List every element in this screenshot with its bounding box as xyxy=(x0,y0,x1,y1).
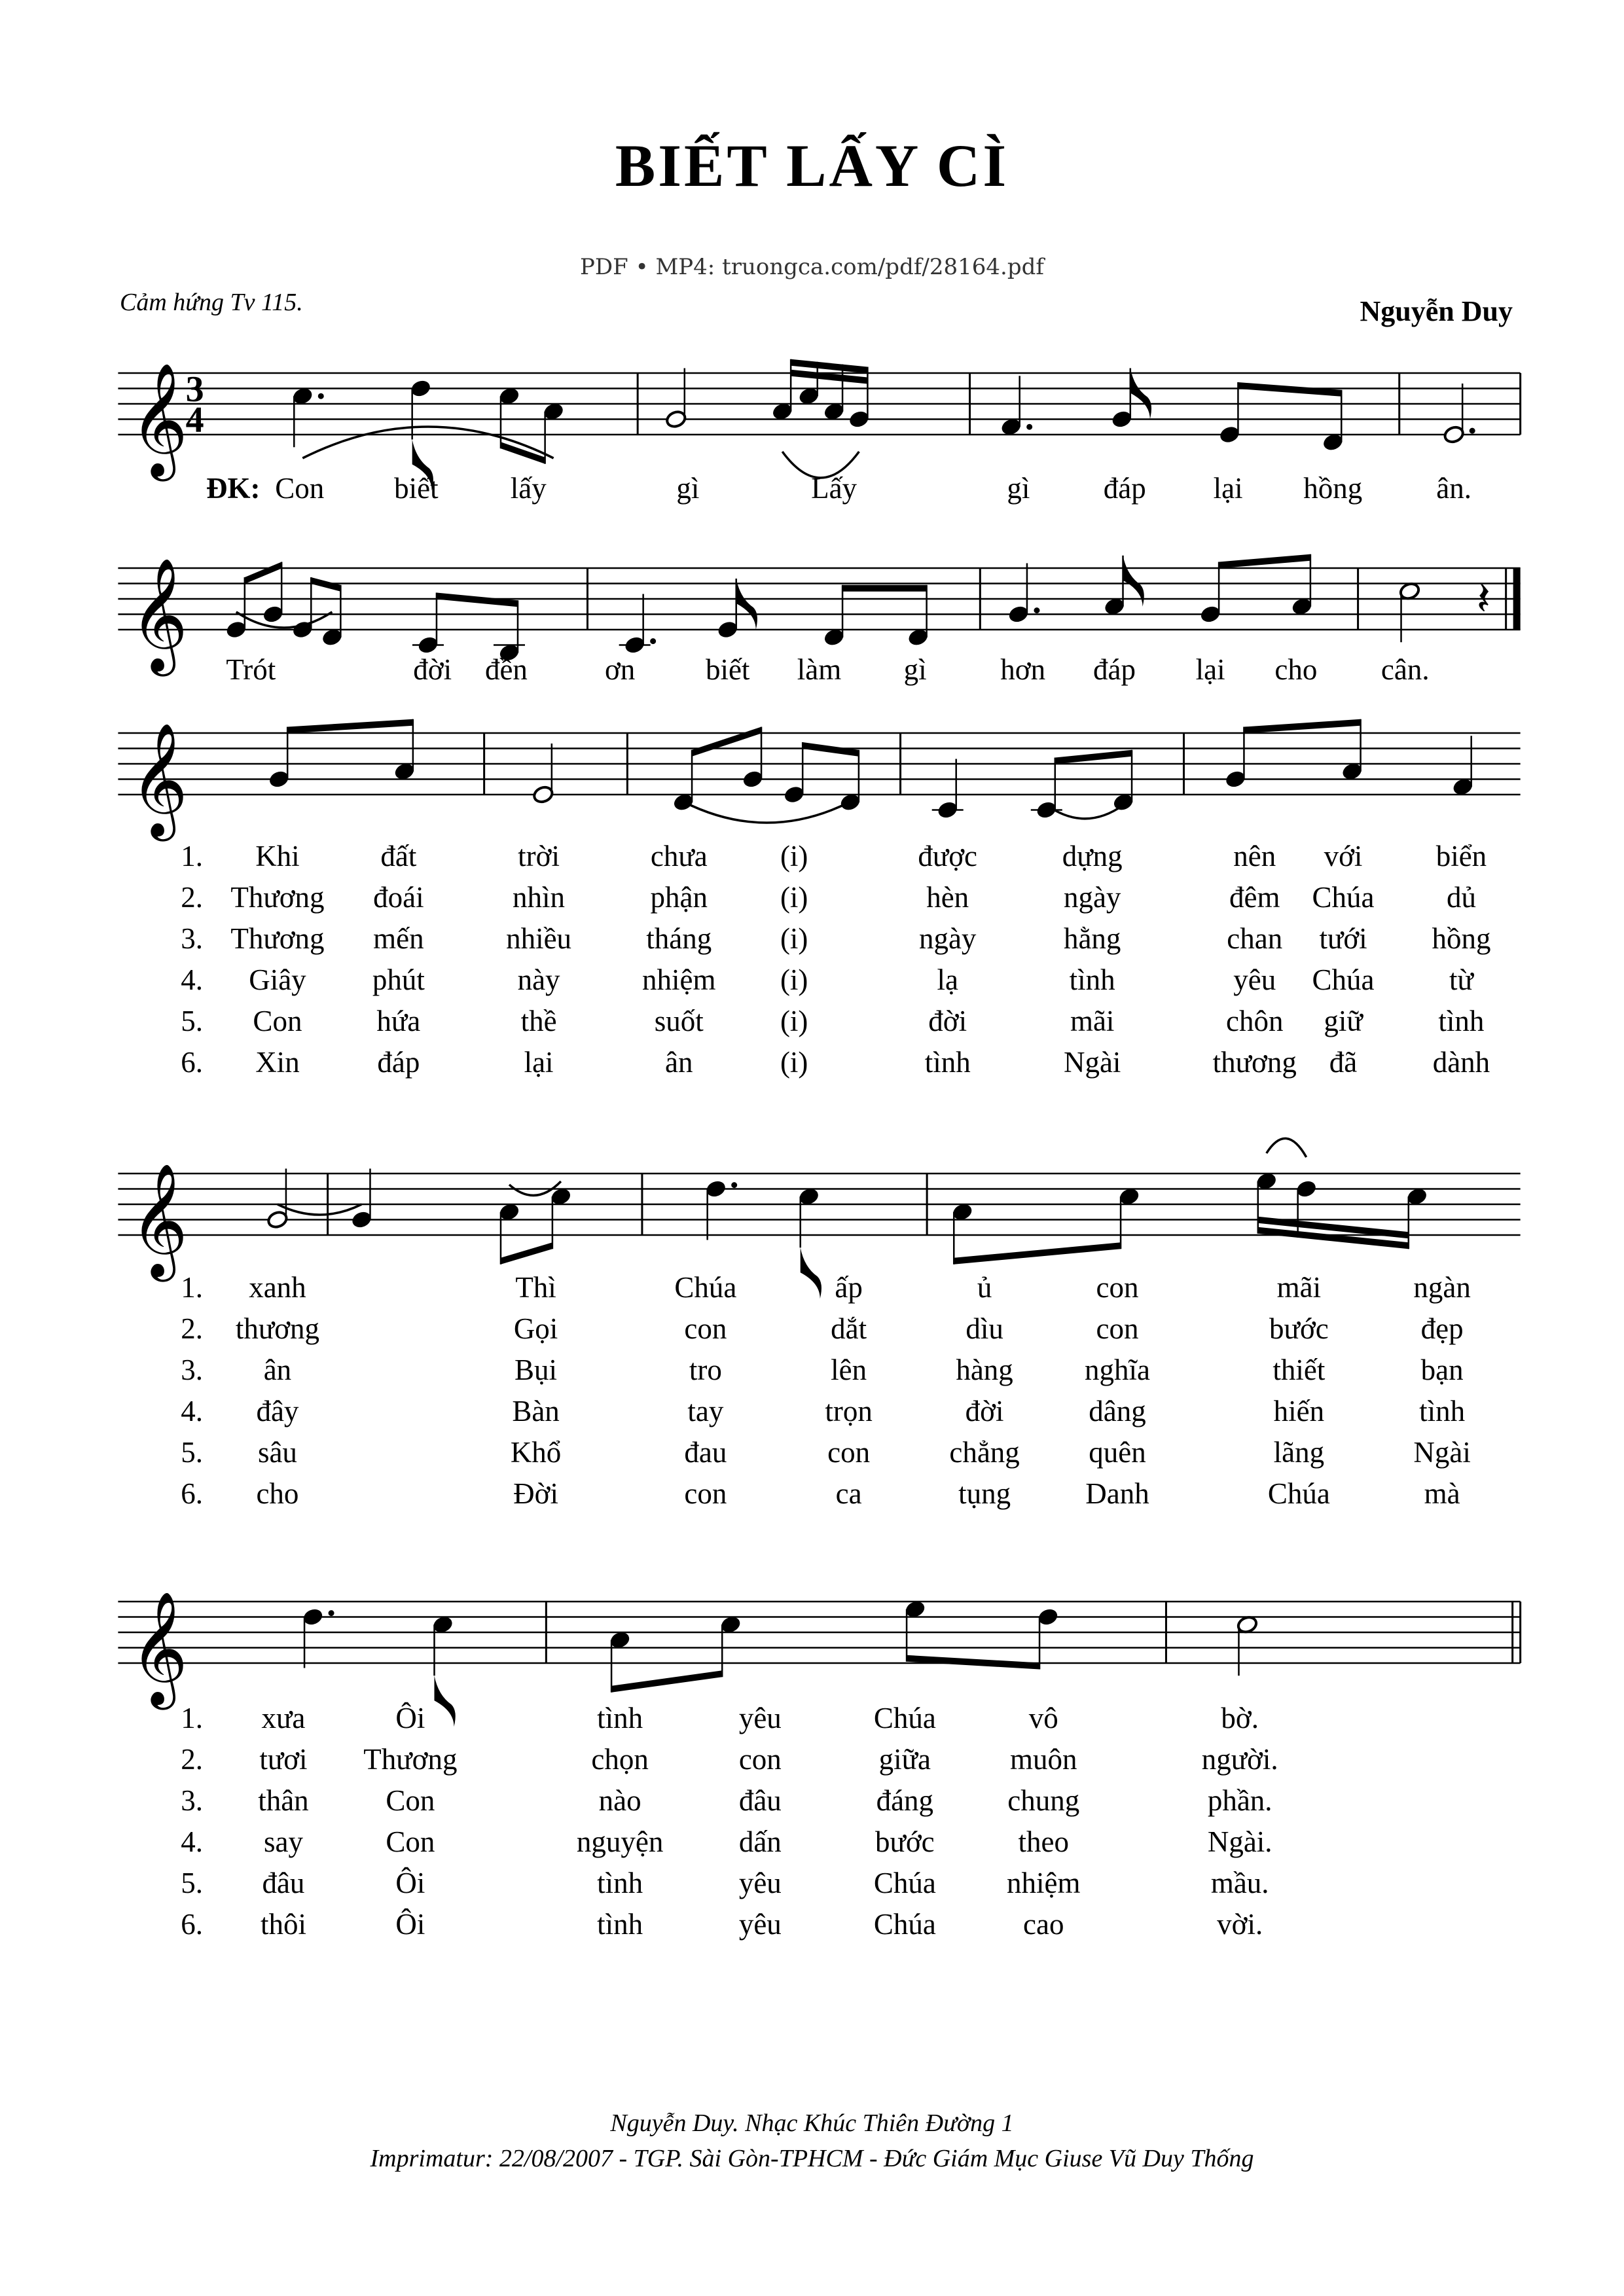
lyric-word: Thương xyxy=(230,922,325,955)
lyric-word: dành xyxy=(1432,1046,1490,1079)
beam xyxy=(954,1242,1121,1265)
verse-number: 3. xyxy=(181,1784,204,1817)
lyric-word: dìu xyxy=(965,1312,1003,1345)
lyric-word: Danh xyxy=(1085,1477,1149,1510)
lyric-word: đoái xyxy=(373,881,424,914)
lyric-word: biết xyxy=(705,653,750,686)
lyric-word: tay xyxy=(687,1395,724,1427)
lyric-word: (i) xyxy=(780,881,808,914)
lyric-word: đây xyxy=(256,1395,299,1427)
lyric-word: cho xyxy=(256,1477,299,1510)
lyric-word: đâu xyxy=(738,1784,782,1817)
lyric-word: Đời xyxy=(513,1477,558,1510)
lyric-word: tro xyxy=(689,1354,722,1386)
verse-number: 4. xyxy=(181,1395,204,1427)
lyric-word: Ngài xyxy=(1413,1436,1471,1469)
eighth-flag xyxy=(801,1247,821,1299)
lyric-word: Gọi xyxy=(513,1312,558,1345)
lyric-word: chẳng xyxy=(949,1436,1020,1469)
lyric-word: gì xyxy=(676,472,700,505)
lyric-word: Chúa xyxy=(674,1271,737,1304)
lyric-word: đêm xyxy=(1229,881,1280,914)
lyric-word: Thì xyxy=(515,1271,556,1304)
lyric-word: hiến xyxy=(1273,1395,1325,1427)
lyric-word: chọn xyxy=(591,1743,649,1776)
lyric-word: Con xyxy=(386,1784,435,1817)
lyric-word: (i) xyxy=(780,963,808,996)
lyric-word: dắt xyxy=(831,1312,867,1345)
lyric-word: đáp xyxy=(377,1046,420,1079)
lyric-word: ngày xyxy=(918,922,977,955)
lyric-word: đáp xyxy=(1103,472,1146,505)
verse-number: 5. xyxy=(181,1867,204,1899)
lyric-word: được xyxy=(918,840,978,872)
lyric-word: biển xyxy=(1435,840,1487,872)
lyric-word: bạn xyxy=(1420,1354,1464,1386)
lyric-word: mầu. xyxy=(1210,1867,1269,1899)
lyric-word: con xyxy=(827,1436,871,1469)
dot xyxy=(1026,424,1032,430)
lyric-word: tình xyxy=(597,1702,643,1734)
verse-number: 1. xyxy=(181,1702,204,1734)
lyric-word: Con xyxy=(275,472,325,505)
lyric-word: nhiều xyxy=(506,922,572,955)
verse-number: 2. xyxy=(181,881,204,914)
beam xyxy=(501,1242,552,1265)
lyric-word: Giây xyxy=(249,963,306,996)
lyric-word: đâu xyxy=(262,1867,305,1899)
lyric-word: thương xyxy=(1212,1046,1297,1079)
lyric-word: Ngài xyxy=(1063,1046,1121,1079)
treble-clef-icon: 𝄞 xyxy=(130,723,189,836)
verse-number: 6. xyxy=(181,1046,204,1079)
lyric-word: dâng xyxy=(1089,1395,1146,1427)
lyric-word: hồng xyxy=(1303,472,1363,505)
lyric-word: Ôi xyxy=(395,1908,425,1941)
dot xyxy=(650,638,656,644)
footer-imprimatur: Imprimatur: 22/08/2007 - TGP. Sài Gòn-TPHCM - Đức Giám Mục Giuse Vũ Duy Thống xyxy=(370,2145,1254,2172)
lyric-word: đã xyxy=(1329,1046,1358,1079)
lyric-word: suốt xyxy=(654,1005,704,1037)
lyric-word: tình xyxy=(924,1046,971,1079)
lyric-word: Ngài. xyxy=(1207,1825,1272,1858)
beam xyxy=(1238,382,1341,397)
beam xyxy=(245,562,281,584)
treble-clef-icon: 𝄞 xyxy=(130,558,189,672)
lyric-word: tưới xyxy=(1319,922,1367,955)
lyric-word: theo xyxy=(1018,1825,1070,1858)
beam xyxy=(287,719,413,734)
lyric-word: dựng xyxy=(1062,840,1123,872)
lyric-word: tươi xyxy=(259,1743,308,1776)
lyric-word: ấp xyxy=(835,1271,863,1304)
song-title: BIẾT LẤY CÌ xyxy=(615,132,1009,199)
inspiration-note: Cảm hứng Tv 115. xyxy=(120,289,303,316)
verse-number: 4. xyxy=(181,963,204,996)
lyric-word: đời xyxy=(928,1005,967,1037)
beam xyxy=(842,585,927,592)
lyric-word: thân xyxy=(258,1784,309,1817)
time-signature-top: 3 xyxy=(185,369,204,410)
lyric-word: dấn xyxy=(738,1825,782,1858)
lyric-word: biết xyxy=(394,472,439,505)
beam xyxy=(907,1655,1039,1670)
lyric-word: trời xyxy=(518,840,560,872)
lyric-word: mãi xyxy=(1276,1271,1322,1304)
lyric-word: nghĩa xyxy=(1085,1354,1151,1386)
lyric-word: chung xyxy=(1007,1784,1080,1817)
lyric-word: Chúa xyxy=(1267,1477,1330,1510)
lyric-word: đền xyxy=(484,653,528,686)
beam xyxy=(1219,554,1310,569)
lyric-word: tình xyxy=(1438,1005,1485,1037)
lyric-word: thề xyxy=(520,1005,557,1037)
lyric-word: đời xyxy=(413,653,452,686)
lyric-word: cho xyxy=(1274,653,1318,686)
dot xyxy=(1470,428,1475,434)
lyric-word: lại xyxy=(1213,472,1243,505)
lyric-word: bước xyxy=(875,1825,935,1858)
lyric-word: hằng xyxy=(1063,922,1121,955)
lyric-word: vời. xyxy=(1217,1908,1263,1941)
lyric-word: hồng xyxy=(1432,922,1491,955)
lyric-word: phút xyxy=(372,963,425,996)
eighth-flag xyxy=(736,579,757,630)
beam xyxy=(611,1670,722,1693)
lyric-word: (i) xyxy=(780,922,808,955)
lyric-word: yêu xyxy=(738,1867,782,1899)
lyric-word: muôn xyxy=(1010,1743,1077,1776)
verse-number: 6. xyxy=(181,1477,204,1510)
lyric-word: đất xyxy=(380,840,417,872)
beam xyxy=(803,742,859,757)
lyric-word: giữ xyxy=(1324,1005,1363,1037)
verse-number: 6. xyxy=(181,1908,204,1941)
lyric-word: bờ. xyxy=(1221,1702,1259,1734)
lyric-word: bước xyxy=(1269,1312,1329,1345)
verse-number: 1. xyxy=(181,840,204,872)
lyric-word: nên xyxy=(1233,840,1276,872)
time-signature-bottom: 4 xyxy=(185,400,204,440)
tie xyxy=(278,1204,362,1215)
beam xyxy=(692,727,761,757)
lyric-word: Chúa xyxy=(1312,963,1375,996)
verse-number: 2. xyxy=(181,1312,204,1345)
lyric-word: chưa xyxy=(650,840,708,872)
quarter-rest-icon: 𝄽 xyxy=(1476,571,1490,626)
lyric-word: cân. xyxy=(1380,653,1430,686)
lyric-word: Khi xyxy=(255,840,300,872)
lyric-word: Con xyxy=(386,1825,435,1858)
eighth-flag xyxy=(435,1676,456,1727)
lyric-word: ngày xyxy=(1063,881,1121,914)
lyric-word: con xyxy=(684,1477,727,1510)
lyric-word: tình xyxy=(1069,963,1115,996)
lyric-word: nguyện xyxy=(576,1825,664,1858)
lyric-word: Thương xyxy=(230,881,325,914)
lyric-word: Chúa xyxy=(1312,881,1375,914)
lyric-word: Khổ xyxy=(510,1436,562,1469)
lyric-word: Con xyxy=(253,1005,302,1037)
lyric-word: hèn xyxy=(926,881,969,914)
verse-number: 2. xyxy=(181,1743,204,1776)
lyric-word: ngàn xyxy=(1413,1271,1471,1304)
lyric-word: này xyxy=(517,963,560,996)
lyric-word: lạ xyxy=(937,963,958,996)
lyric-word: ủ xyxy=(977,1271,992,1304)
lyric-word: (i) xyxy=(780,1046,808,1079)
lyric-word: trọn xyxy=(825,1395,873,1427)
lyric-word: nhìn xyxy=(513,881,566,914)
refrain-label: ĐK: xyxy=(206,472,261,505)
slur xyxy=(1267,1138,1307,1157)
lyric-word: tình xyxy=(597,1908,643,1941)
lyric-word: (i) xyxy=(780,840,808,872)
lyric-word: Thương xyxy=(363,1743,458,1776)
lyric-word: lên xyxy=(831,1354,867,1386)
lyric-word: thương xyxy=(235,1312,320,1345)
lyric-word: dủ xyxy=(1446,881,1476,914)
lyric-word: từ xyxy=(1449,963,1473,996)
lyric-word: xưa xyxy=(261,1702,306,1734)
lyric-word: con xyxy=(1096,1312,1139,1345)
treble-clef-icon: 𝄞 xyxy=(130,363,189,476)
lyric-word: ân. xyxy=(1436,472,1472,505)
lyric-word: lại xyxy=(1195,653,1225,686)
lyric-word: say xyxy=(263,1825,303,1858)
lyric-word: Ôi xyxy=(395,1702,425,1734)
treble-clef-icon: 𝄞 xyxy=(130,1591,189,1705)
lyric-word: ca xyxy=(835,1477,862,1510)
lyric-word: nhiệm xyxy=(642,963,716,996)
lyric-word: yêu xyxy=(1233,963,1276,996)
lyric-word: đáng xyxy=(876,1784,934,1817)
lyric-word: con xyxy=(684,1312,727,1345)
verse-number: 3. xyxy=(181,922,204,955)
lyric-word: Ôi xyxy=(395,1867,425,1899)
lyric-word: Lấy xyxy=(811,472,857,505)
lyric-word: nào xyxy=(598,1784,641,1817)
lyric-word: Chúa xyxy=(873,1867,936,1899)
lyric-word: với xyxy=(1324,840,1363,872)
beam xyxy=(1055,750,1132,764)
lyric-word: sâu xyxy=(257,1436,297,1469)
dot xyxy=(731,1182,737,1188)
lyric-word: Trót xyxy=(226,653,276,686)
lyric-word: gì xyxy=(1007,472,1030,505)
lyric-word: làm xyxy=(797,653,842,686)
lyric-word: phận xyxy=(650,881,708,914)
lyric-word: Bụi xyxy=(514,1354,558,1386)
verse-number: 3. xyxy=(181,1354,204,1386)
lyric-word: đau xyxy=(684,1436,727,1469)
slur xyxy=(683,802,850,823)
dot xyxy=(318,393,324,399)
lyric-word: đời xyxy=(965,1395,1004,1427)
verse-number: 5. xyxy=(181,1436,204,1469)
lyric-word: yêu xyxy=(738,1908,782,1941)
lyric-word: mến xyxy=(373,922,424,955)
lyric-word: tháng xyxy=(646,922,712,955)
beam xyxy=(311,577,340,592)
lyric-word: hứa xyxy=(376,1005,421,1037)
lyric-word: Bàn xyxy=(512,1395,560,1427)
lyric-word: nhiệm xyxy=(1007,1867,1081,1899)
lyric-word: tình xyxy=(597,1867,643,1899)
lyric-word: quên xyxy=(1089,1436,1146,1469)
lyric-word: ơn xyxy=(604,653,636,686)
lyric-word: lãng xyxy=(1273,1436,1325,1469)
lyric-word: tình xyxy=(1419,1395,1466,1427)
verse-number: 1. xyxy=(181,1271,204,1304)
lyric-word: mà xyxy=(1424,1477,1460,1510)
lyric-word: yêu xyxy=(738,1702,782,1734)
lyric-word: ân xyxy=(263,1354,292,1386)
lyric-word: hàng xyxy=(956,1354,1013,1386)
lyric-word: gì xyxy=(903,653,927,686)
lyric-word: thôi xyxy=(260,1908,306,1941)
dot xyxy=(1034,607,1039,613)
treble-clef-icon: 𝄞 xyxy=(130,1163,189,1277)
lyric-word: mãi xyxy=(1070,1005,1115,1037)
source-link[interactable]: PDF • MP4: truongca.com/pdf/28164.pdf xyxy=(580,254,1044,280)
lyric-word: xanh xyxy=(249,1271,306,1304)
eighth-flag xyxy=(1130,368,1151,420)
lyric-word: phần. xyxy=(1207,1784,1272,1817)
verse-number: 4. xyxy=(181,1825,204,1858)
lyric-word: đẹp xyxy=(1420,1312,1464,1345)
lyric-word: (i) xyxy=(780,1005,808,1037)
footer-source: Nguyễn Duy. Nhạc Khúc Thiên Đường 1 xyxy=(610,2109,1014,2137)
lyric-word: Xin xyxy=(255,1046,300,1079)
lyric-word: ân xyxy=(665,1046,693,1079)
lyric-word: Chúa xyxy=(873,1908,936,1941)
lyric-word: cao xyxy=(1023,1908,1064,1941)
lyric-word: vô xyxy=(1028,1702,1058,1734)
lyric-word: chan xyxy=(1227,922,1283,955)
lyric-word: hơn xyxy=(1000,653,1046,686)
lyric-word: tụng xyxy=(958,1477,1011,1510)
lyric-word: con xyxy=(738,1743,782,1776)
lyric-word: chôn xyxy=(1226,1005,1284,1037)
slur xyxy=(1047,805,1123,819)
lyric-word: lại xyxy=(524,1046,554,1079)
lyric-word: Chúa xyxy=(873,1702,936,1734)
lyric-word: giữa xyxy=(878,1743,931,1776)
lyric-word: con xyxy=(1096,1271,1139,1304)
lyric-word: thiết xyxy=(1272,1354,1326,1386)
composer: Nguyễn Duy xyxy=(1360,295,1513,327)
dot xyxy=(329,1610,334,1616)
lyric-word: lấy xyxy=(510,472,547,505)
verse-number: 5. xyxy=(181,1005,204,1037)
final-bar-line xyxy=(1513,568,1521,630)
beam xyxy=(437,593,518,607)
lyric-word: người. xyxy=(1201,1743,1278,1776)
lyric-word: đáp xyxy=(1093,653,1136,686)
beam xyxy=(1244,719,1360,734)
